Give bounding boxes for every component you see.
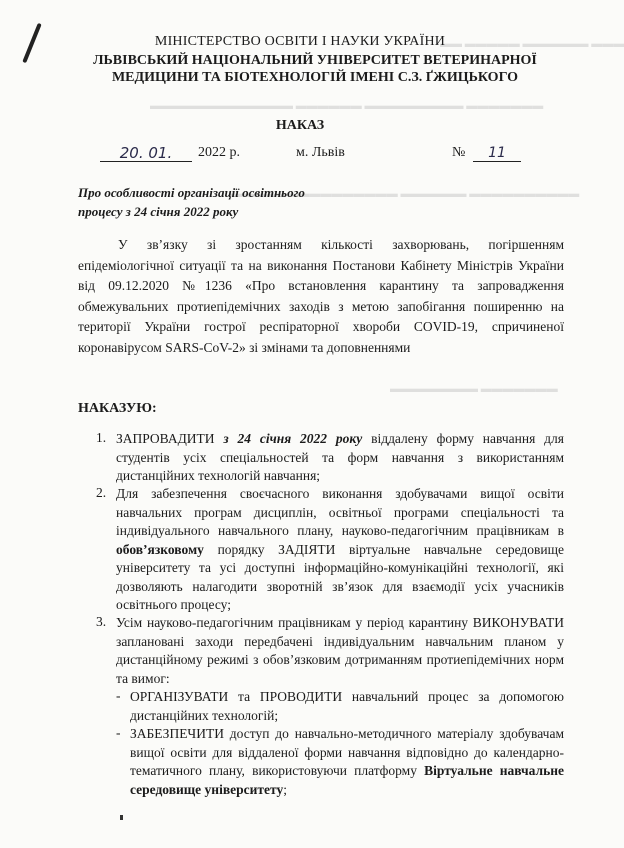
item-number: 2. xyxy=(96,485,107,500)
item-emphasis: обов’язковому xyxy=(116,541,204,557)
handwritten-date: 20. 01. xyxy=(100,145,192,162)
item-text: Для забезпечення своєчасного виконання здобувачами вищої освіти навчальних програм дисциплін, освітньої програми спеціальності та індивідуального навчального плану, науково-педагогічним працівникам в xyxy=(116,486,564,538)
document-type-title: НАКАЗ xyxy=(275,118,325,133)
order-item-2 xyxy=(116,485,564,615)
document-city: м. Львів xyxy=(296,145,345,160)
order-heading: НАКАЗУЮ: xyxy=(78,401,157,416)
sub-item-2 xyxy=(130,725,564,799)
sub-item-1: ОРГАНІЗУВАТИ та ПРОВОДИТИ навчальний процес за допомогою дистанційних технологій; xyxy=(130,689,564,723)
bleed-through-text: ▬▬▬▬▬▬▬▬▬▬ ▬▬▬▬▬▬ ▬▬▬▬▬▬▬▬▬▬ ▬▬▬▬▬ xyxy=(230,188,580,200)
item-number: 1. xyxy=(96,430,107,445)
item-text: ; xyxy=(283,781,287,797)
order-subject xyxy=(78,183,305,221)
bleed-through-text: ▬▬▬ ▬▬▬▬▬▬ ▬▬▬▬▬ ▬▬ xyxy=(440,38,624,50)
university-name: ЛЬВІВСЬКИЙ НАЦІОНАЛЬНИЙ УНІВЕРСИТЕТ ВЕТЕРИНАРНОЇ МЕДИЦИНИ ТА БІОТЕХНОЛОГІЙ ІМЕНІ С.З. ҐЖИЦЬКОГО xyxy=(93,53,537,85)
item-text: ЗАБЕЗПЕЧИТИ доступ до навчально-методичного матеріалу здобувачам вищої освіти для віддаленої форми навчання відповідно до календарно-тематичного плану, використовуючи платформу xyxy=(130,726,564,778)
item-text: ЗАПРОВАДИТИ xyxy=(116,431,224,446)
order-subject-line: Про особливості організації освітнього xyxy=(78,185,305,200)
handwritten-order-number: 11 xyxy=(473,145,521,162)
bleed-through-text: ▬▬▬▬▬▬▬ ▬▬▬▬▬▬▬▬▬ ▬▬▬▬▬▬ ▬▬▬▬▬▬▬▬▬▬▬▬▬ xyxy=(150,100,544,112)
item-emphasis: Віртуальне навчальне середовище університету xyxy=(130,763,565,797)
number-sign: № xyxy=(452,145,466,160)
bleed-through-text: ▬▬▬▬▬▬▬ ▬▬▬▬▬▬▬▬ xyxy=(390,383,558,395)
list-dash: - xyxy=(116,725,121,740)
list-dash: - xyxy=(116,688,121,703)
order-item-3: Усім науково-педагогічним працівникам у період карантину ВИКОНУВАТИ заплановані заходи передбачені індивідуальним навчальним планом у дистанційному режимі з обов’язковим дотриманням протиепідемічних норм та вимог: xyxy=(116,615,564,686)
item-text: віддалену форму навчання для студентів усіх спеціальностей та форм навчання з використанням дистанційних технологій навчання; xyxy=(116,431,564,483)
order-item-1 xyxy=(116,430,564,486)
item-date-emphasis: з 24 січня 2022 року xyxy=(223,431,363,446)
ink-dot xyxy=(120,815,123,820)
preamble-paragraph: У зв’язку зі зростанням кількості захворювань, погіршенням епідеміологічної ситуації та на виконання Постанови Кабінету Міністрів України від 09.12.2020 №1236 «Про встановлення карантину та запровадження обмежувальних протиепідемічних заходів з метою запобігання поширенню на території України гострої респіраторної хвороби COVID-19, спричиненої коронавірусом SARS-CoV-2» зі змінами та доповненнями xyxy=(78,237,564,355)
order-subject-line: процесу з 24 січня 2022 року xyxy=(78,204,239,219)
ministry-name: МІНІСТЕРСТВО ОСВІТИ І НАУКИ УКРАЇНИ xyxy=(154,34,446,49)
item-text: порядку ЗАДІЯТИ віртуальне навчальне середовище університету та усі доступні інформаційно-комунікаційні технології, які дозволяють налагодити зворотній зв’язок для взаємодії усіх учасників освітнього процесу; xyxy=(116,541,564,612)
document-year: 2022 р. xyxy=(198,145,240,160)
item-number: 3. xyxy=(96,614,107,629)
